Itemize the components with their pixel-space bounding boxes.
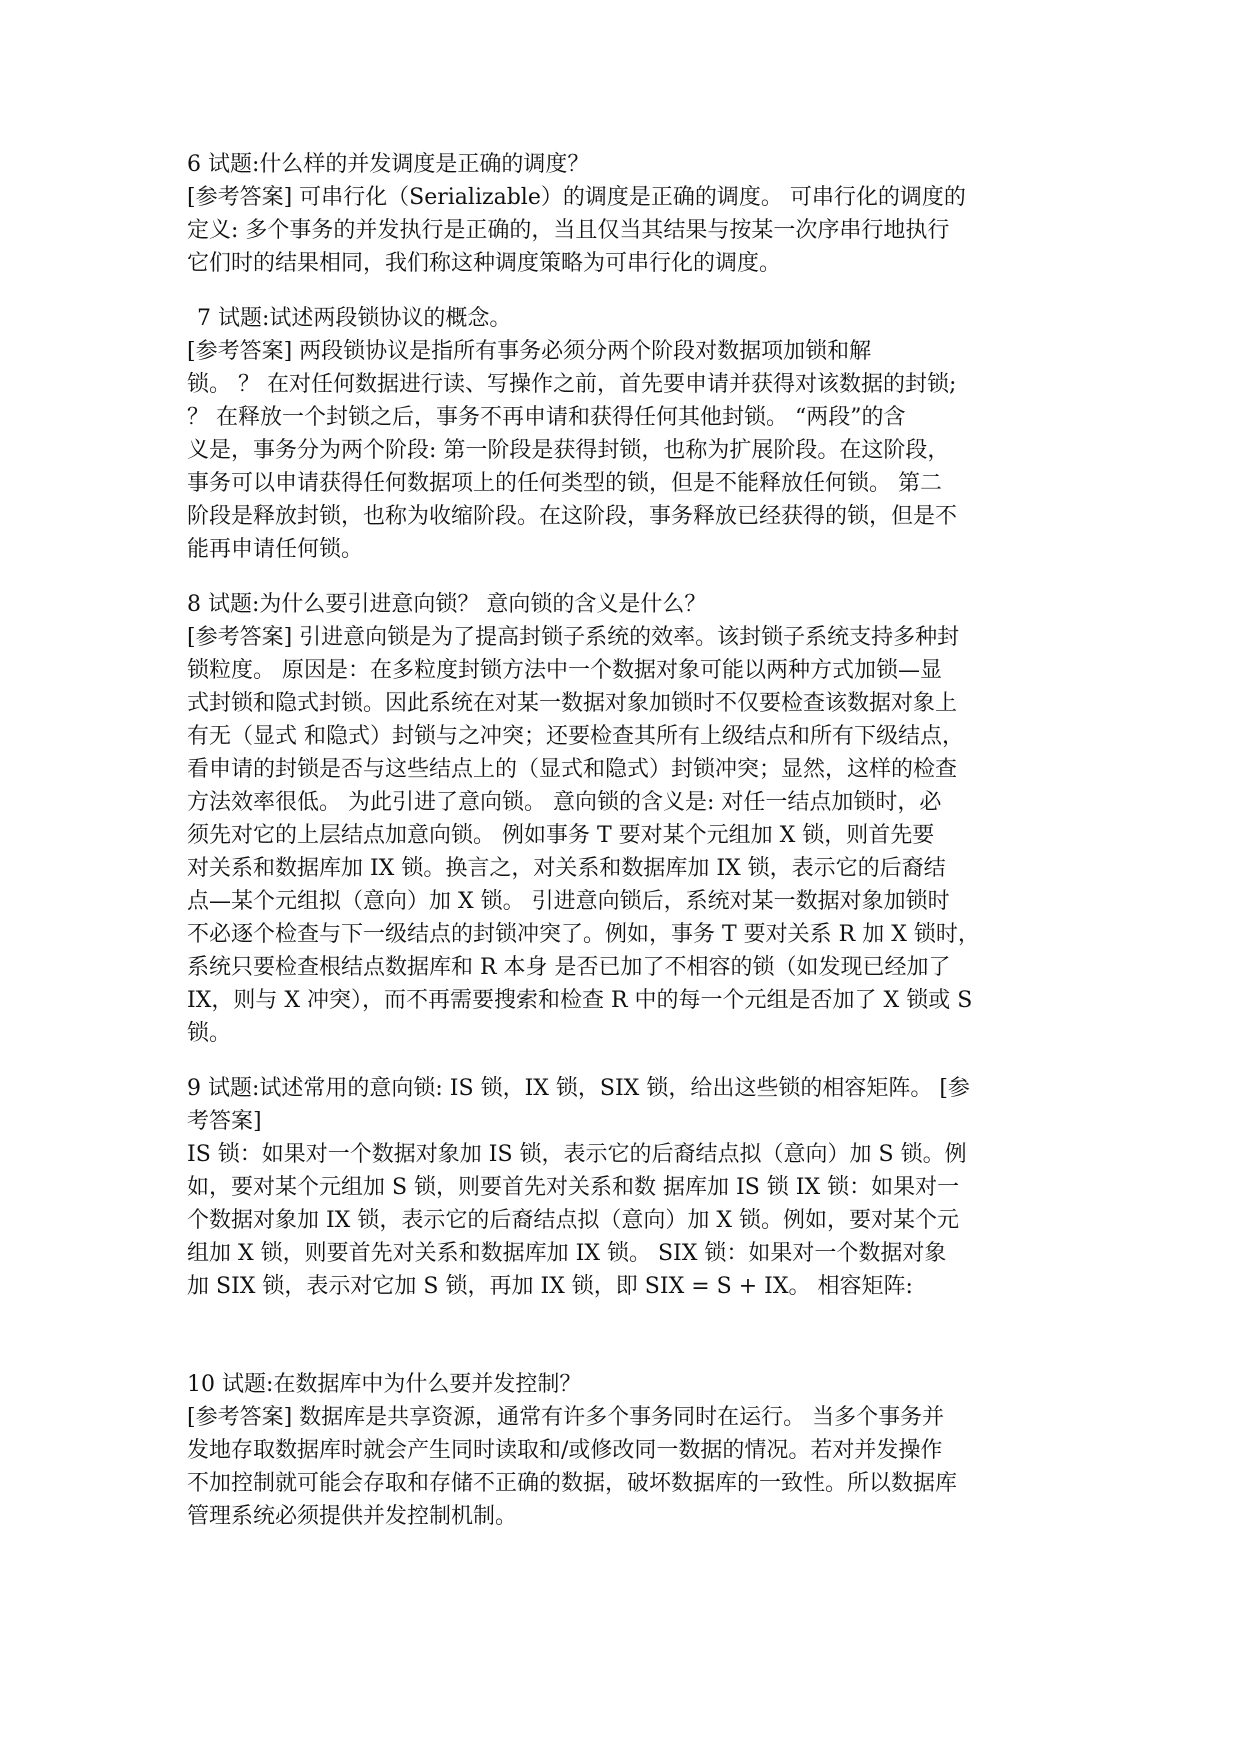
answer-7-line: 事务可以申请获得任何数据项上的任何类型的锁，但是不能释放任何锁。 第二 xyxy=(187,471,942,496)
answer-6-line: [参考答案] 可串行化（Serializable）的调度是正确的调度。 可串行化的调度的 xyxy=(187,185,966,210)
answer-8-line: 式封锁和隐式封锁。因此系统在对某一数据对象加锁时不仅要检查该数据对象上 xyxy=(187,691,958,716)
answer-7-line: 锁。 ？ 在对任何数据进行读、写操作之前，首先要申请并获得对该数据的封锁; xyxy=(187,372,957,397)
section-spacer xyxy=(187,1050,1057,1072)
question-8 xyxy=(187,588,1057,1050)
answer-7-line: 义是，事务分为两个阶段: 第一阶段是获得封锁，也称为扩展阶段。在这阶段， xyxy=(187,438,950,463)
section-spacer xyxy=(187,566,1057,588)
question-6 xyxy=(187,148,1057,280)
answer-7-line: 能再申请任何锁。 xyxy=(187,537,364,562)
answer-7-line: 阶段是释放封锁，也称为收缩阶段。在这阶段，事务释放已经获得的锁，但是不 xyxy=(187,504,958,529)
question-6-title: 6 试题:什么样的并发调度是正确的调度？ xyxy=(187,152,590,177)
answer-8-line: 看申请的封锁是否与这些结点上的（显式和隐式）封锁冲突；显然，这样的检查 xyxy=(187,757,958,782)
answer-9-line: IS 锁：如果对一个数据对象加 IS 锁，表示它的后裔结点拟（意向）加 S 锁。例 xyxy=(187,1142,967,1167)
answer-8-line: 方法效率很低。 为此引进了意向锁。 意向锁的含义是: 对任一结点加锁时，必 xyxy=(187,790,942,815)
answer-8-line: [参考答案] 引进意向锁是为了提高封锁子系统的效率。该封锁子系统支持多种封 xyxy=(187,625,960,650)
answer-8-line: IX，则与 X 冲突），而不再需要搜索和检查 R 中的每一个元组是否加了 X 锁或 S xyxy=(187,988,973,1013)
answer-8-line: 须先对它的上层结点加意向锁。 例如事务 T 要对某个元组加 X 锁，则首先要 xyxy=(187,823,935,848)
question-9 xyxy=(187,1072,1057,1303)
answer-9-line: 个数据对象加 IX 锁，表示它的后裔结点拟（意向）加 X 锁。例如，要对某个元 xyxy=(187,1208,959,1233)
question-7 xyxy=(187,302,1057,566)
answer-6-line: 定义: 多个事务的并发执行是正确的，当且仅当其结果与按某一次序串行地执行 xyxy=(187,218,950,243)
answer-8-line: 系统只要检查根结点数据库和 R 本身 是否已加了不相容的锁（如发现已经加了 xyxy=(187,955,951,980)
answer-10-line: 管理系统必须提供并发控制机制。 xyxy=(187,1504,518,1529)
answer-8-line: 锁粒度。 原因是：在多粒度封锁方法中一个数据对象可能以两种方式加锁—显 xyxy=(187,658,942,683)
answer-7-line: ？ 在释放一个封锁之后，事务不再申请和获得任何其他封锁。 “两段”的含 xyxy=(187,405,906,430)
section-spacer xyxy=(187,280,1057,302)
document-body xyxy=(187,148,1057,1533)
answer-8-line: 锁。 xyxy=(187,1021,232,1046)
answer-10-line: 发地存取数据库时就会产生同时读取和/或修改同一数据的情况。若对并发操作 xyxy=(187,1438,943,1463)
answer-6-line: 它们时的结果相同，我们称这种调度策略为可串行化的调度。 xyxy=(187,251,782,276)
answer-8-line: 不必逐个检查与下一级结点的封锁冲突了。例如，事务 T 要对关系 R 加 X 锁时， xyxy=(187,922,980,947)
answer-9-line: 加 SIX 锁，表示对它加 S 锁，再加 IX 锁，即 SIX = S + IX。 相容矩阵: xyxy=(187,1274,913,1299)
question-10 xyxy=(187,1368,1057,1533)
answer-8-line: 对关系和数据库加 IX 锁。换言之，对关系和数据库加 IX 锁，表示它的后裔结 xyxy=(187,856,946,881)
section-spacer xyxy=(187,1303,1057,1368)
question-7-title: 7 试题:试述两段锁协议的概念。 xyxy=(197,306,512,331)
answer-10-line: 不加控制就可能会存取和存储不正确的数据，破坏数据库的一致性。所以数据库 xyxy=(187,1471,958,1496)
answer-10-line: [参考答案] 数据库是共享资源，通常有许多个事务同时在运行。 当多个事务并 xyxy=(187,1405,945,1430)
answer-7-line: [参考答案] 两段锁协议是指所有事务必须分两个阶段对数据项加锁和解 xyxy=(187,339,872,364)
answer-8-line: 点—某个元组拟（意向）加 X 锁。 引进意向锁后，系统对某一数据对象加锁时 xyxy=(187,889,950,914)
question-8-title: 8 试题:为什么要引进意向锁？ 意向锁的含义是什么？ xyxy=(187,592,707,617)
question-9-title: 9 试题:试述常用的意向锁: IS 锁，IX 锁，SIX 锁，给出这些锁的相容矩阵。 [参 xyxy=(187,1076,970,1101)
answer-8-line: 有无（显式 和隐式）封锁与之冲突；还要检查其所有上级结点和所有下级结点， xyxy=(187,724,964,749)
answer-9-line: 组加 X 锁，则要首先对关系和数据库加 IX 锁。 SIX 锁：如果对一个数据对象 xyxy=(187,1241,947,1266)
answer-9-line: 如，要对某个元组加 S 锁，则要首先对关系和数 据库加 IS 锁 IX 锁：如果对一 xyxy=(187,1175,960,1200)
question-9-title-cont: 考答案] xyxy=(187,1109,262,1134)
question-10-title: 10 试题:在数据库中为什么要并发控制？ xyxy=(187,1372,582,1397)
